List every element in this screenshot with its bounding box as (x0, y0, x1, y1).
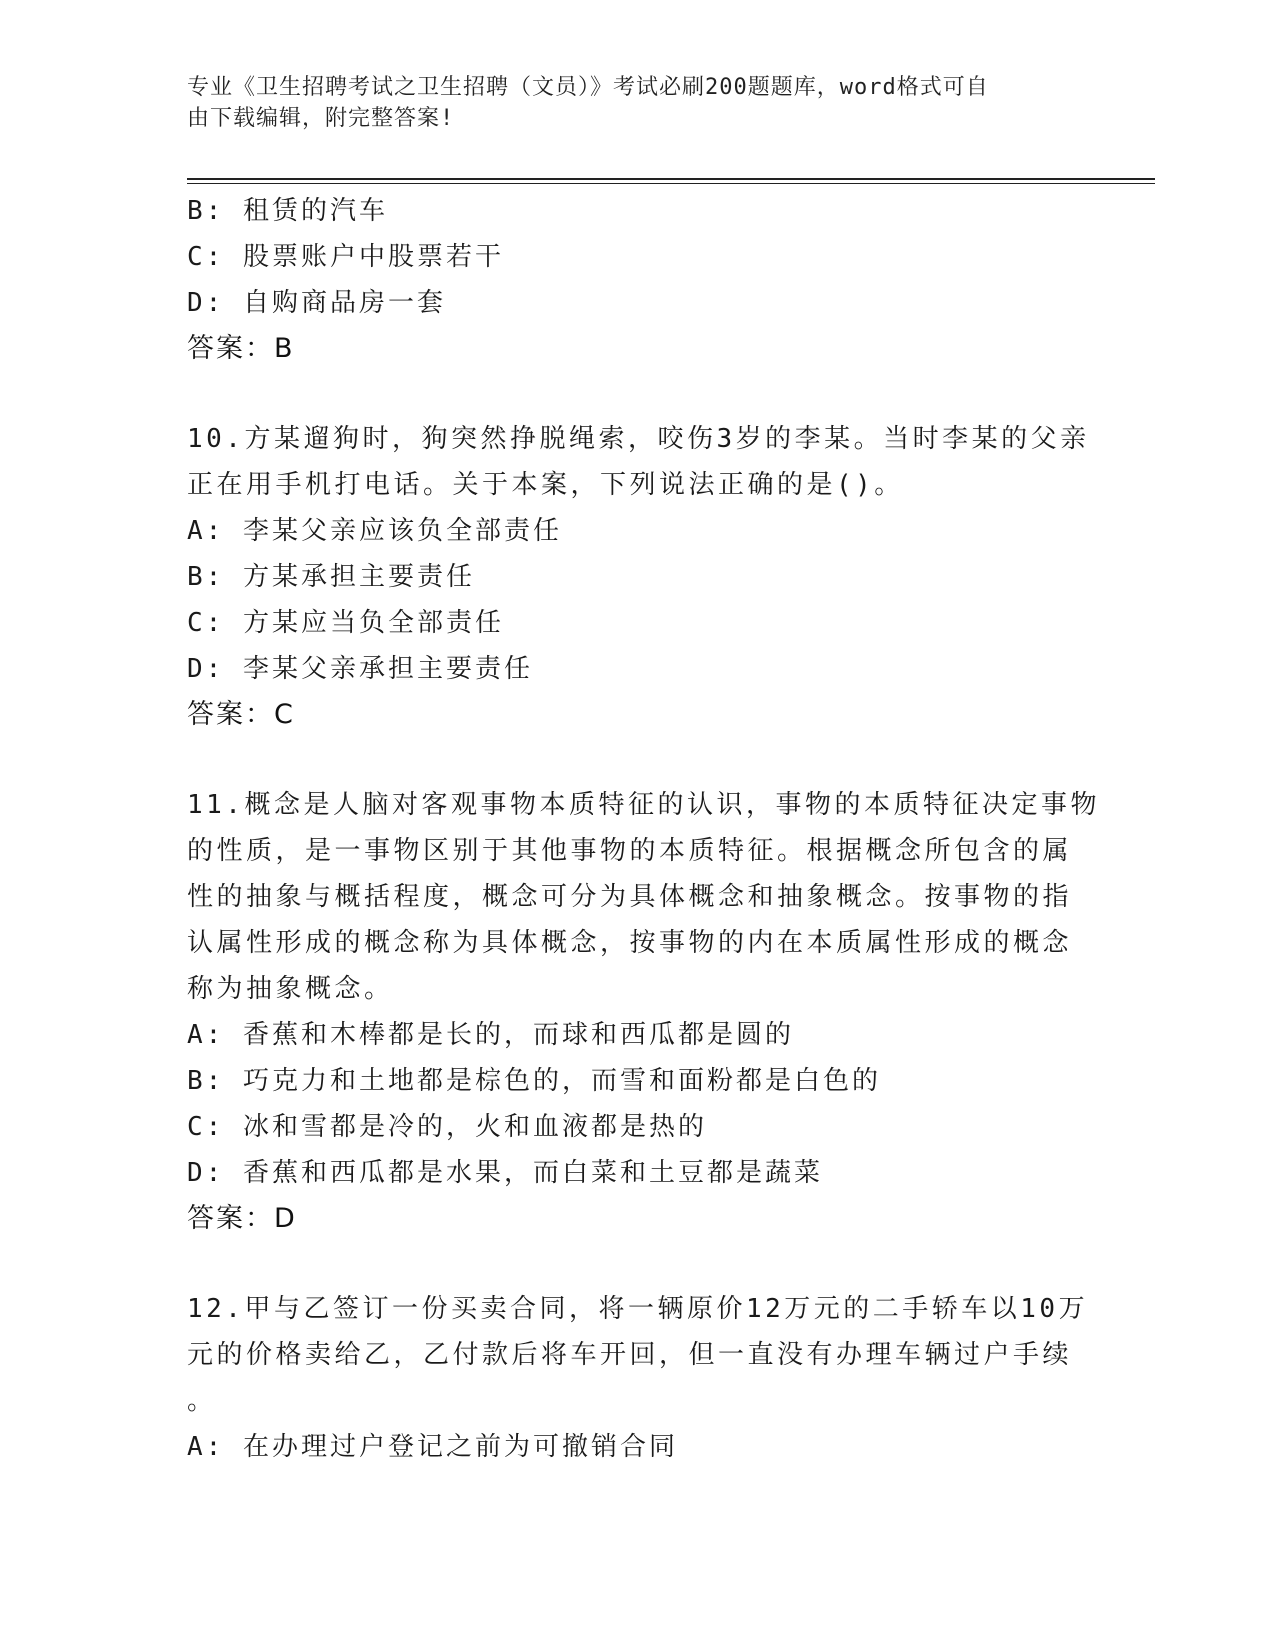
stem-line: 。 (187, 1386, 217, 1416)
option-a: A: 香蕉和木棒都是长的，而球和西瓜都是圆的 (187, 1020, 794, 1050)
option-c: C: 方某应当负全部责任 (187, 608, 504, 638)
answer-line: 答案：B (187, 333, 295, 364)
question-stem (187, 416, 1090, 508)
spacer (187, 738, 1087, 782)
option-b: B: 巧克力和土地都是棕色的，而雪和面粉都是白色的 (187, 1066, 881, 1096)
question-9 (187, 188, 1087, 372)
stem-line: 正在用手机打电话。关于本案，下列说法正确的是()。 (187, 470, 904, 500)
option-c: C: 冰和雪都是冷的，火和血液都是热的 (187, 1112, 707, 1142)
stem-line: 的性质，是一事物区别于其他事物的本质特征。根据概念所包含的属 (187, 836, 1073, 866)
header-divider-thin (187, 183, 1155, 184)
spacer (187, 1242, 1087, 1286)
question-stem (187, 782, 1100, 1012)
question-12 (187, 1286, 1087, 1470)
option-d: D: 李某父亲承担主要责任 (187, 654, 533, 684)
stem-line: 12.甲与乙签订一份买卖合同，将一辆原价12万元的二手轿车以10万 (187, 1294, 1089, 1324)
stem-line: 认属性形成的概念称为具体概念，按事物的内在本质属性形成的概念 (187, 928, 1073, 958)
answer-line: 答案：D (187, 1203, 297, 1234)
document-header (187, 72, 1067, 134)
spacer (187, 372, 1087, 416)
option-a: A: 在办理过户登记之前为可撤销合同 (187, 1432, 678, 1462)
option-a: A: 李某父亲应该负全部责任 (187, 516, 562, 546)
stem-line: 11.概念是人脑对客观事物本质特征的认识，事物的本质特征决定事物 (187, 790, 1100, 820)
answer-line: 答案：C (187, 699, 295, 730)
option-c: C: 股票账户中股票若干 (187, 242, 504, 272)
option-b: B: 租赁的汽车 (187, 196, 388, 226)
stem-line: 10.方某遛狗时，狗突然挣脱绳索，咬伤3岁的李某。当时李某的父亲 (187, 424, 1090, 454)
question-10 (187, 416, 1090, 738)
stem-line: 元的价格卖给乙，乙付款后将车开回，但一直没有办理车辆过户手续 (187, 1340, 1073, 1370)
option-d: D: 香蕉和西瓜都是水果，而白菜和土豆都是蔬菜 (187, 1158, 823, 1188)
option-d: D: 自购商品房一套 (187, 288, 446, 318)
stem-line: 性的抽象与概括程度，概念可分为具体概念和抽象概念。按事物的指 (187, 882, 1073, 912)
question-stem (187, 1286, 1087, 1424)
question-11 (187, 782, 1100, 1242)
stem-line: 称为抽象概念。 (187, 974, 394, 1004)
header-line-1: 专业《卫生招聘考试之卫生招聘（文员）》考试必刷200题题库，word格式可自 (187, 75, 989, 100)
header-divider-thick (187, 178, 1155, 180)
header-line-2: 由下载编辑，附完整答案! (187, 106, 455, 131)
question-list (187, 188, 1100, 1470)
option-b: B: 方某承担主要责任 (187, 562, 475, 592)
